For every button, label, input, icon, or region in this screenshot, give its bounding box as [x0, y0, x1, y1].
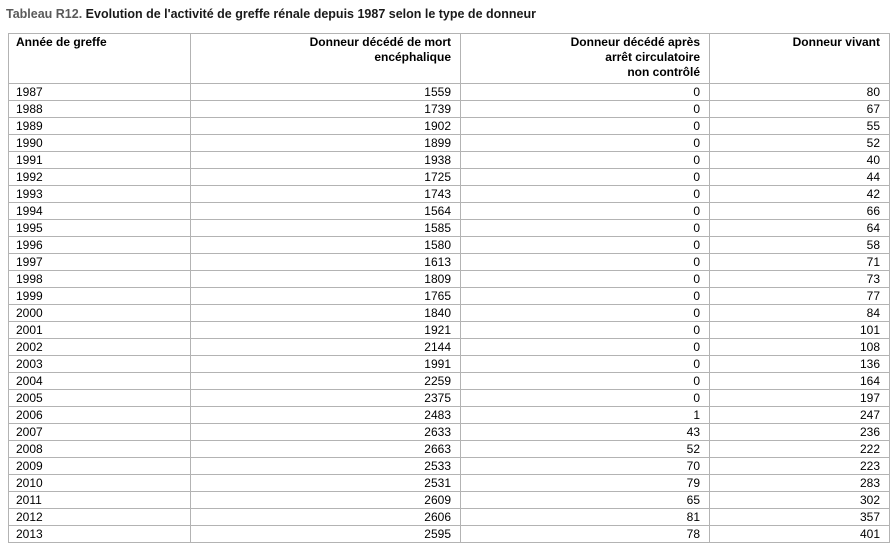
cell-brain-death: 2609 — [191, 492, 461, 509]
cell-year: 2008 — [9, 441, 191, 458]
cell-brain-death: 1559 — [191, 84, 461, 101]
cell-living: 101 — [710, 322, 890, 339]
table-row — [9, 322, 890, 339]
header-brain-death-donor: Donneur décédé de mort encéphalique — [191, 34, 461, 84]
table-row — [9, 509, 890, 526]
header-living-donor: Donneur vivant — [710, 34, 890, 84]
cell-circulatory-arrest: 0 — [461, 305, 710, 322]
cell-living: 197 — [710, 390, 890, 407]
cell-circulatory-arrest: 0 — [461, 186, 710, 203]
table-row — [9, 475, 890, 492]
cell-circulatory-arrest: 0 — [461, 271, 710, 288]
cell-brain-death: 2144 — [191, 339, 461, 356]
cell-circulatory-arrest: 0 — [461, 339, 710, 356]
cell-circulatory-arrest: 0 — [461, 254, 710, 271]
cell-year: 2010 — [9, 475, 191, 492]
cell-living: 80 — [710, 84, 890, 101]
cell-brain-death: 1739 — [191, 101, 461, 118]
cell-brain-death: 1613 — [191, 254, 461, 271]
table-row — [9, 152, 890, 169]
cell-year: 1987 — [9, 84, 191, 101]
cell-year: 1992 — [9, 169, 191, 186]
table-row — [9, 407, 890, 424]
cell-year: 2004 — [9, 373, 191, 390]
cell-circulatory-arrest: 0 — [461, 169, 710, 186]
table-row — [9, 84, 890, 101]
cell-brain-death: 1899 — [191, 135, 461, 152]
cell-year: 2012 — [9, 509, 191, 526]
header-circulatory-arrest-donor: Donneur décédé après arrêt circulatoire non contrôlé — [461, 34, 710, 84]
cell-brain-death: 2531 — [191, 475, 461, 492]
table-row — [9, 169, 890, 186]
cell-year: 2000 — [9, 305, 191, 322]
table-row — [9, 441, 890, 458]
cell-brain-death: 2595 — [191, 526, 461, 543]
cell-year: 1993 — [9, 186, 191, 203]
cell-circulatory-arrest: 0 — [461, 152, 710, 169]
table-row — [9, 101, 890, 118]
cell-living: 236 — [710, 424, 890, 441]
cell-year: 1997 — [9, 254, 191, 271]
cell-living: 401 — [710, 526, 890, 543]
cell-circulatory-arrest: 0 — [461, 220, 710, 237]
cell-brain-death: 2663 — [191, 441, 461, 458]
kidney-transplant-table — [8, 33, 890, 543]
cell-brain-death: 1765 — [191, 288, 461, 305]
cell-living: 73 — [710, 271, 890, 288]
table-row — [9, 118, 890, 135]
cell-living: 357 — [710, 509, 890, 526]
table-row — [9, 203, 890, 220]
table-caption — [6, 7, 536, 21]
cell-living: 247 — [710, 407, 890, 424]
table-row — [9, 237, 890, 254]
cell-living: 108 — [710, 339, 890, 356]
cell-year: 1999 — [9, 288, 191, 305]
cell-living: 44 — [710, 169, 890, 186]
header-year: Année de greffe — [9, 34, 191, 84]
cell-brain-death: 2375 — [191, 390, 461, 407]
cell-circulatory-arrest: 0 — [461, 84, 710, 101]
cell-year: 1998 — [9, 271, 191, 288]
cell-living: 71 — [710, 254, 890, 271]
cell-year: 2003 — [9, 356, 191, 373]
table-row — [9, 356, 890, 373]
header-row — [9, 34, 890, 84]
cell-circulatory-arrest: 79 — [461, 475, 710, 492]
cell-year: 2002 — [9, 339, 191, 356]
cell-brain-death: 1580 — [191, 237, 461, 254]
cell-circulatory-arrest: 0 — [461, 135, 710, 152]
caption-label: Tableau R12. — [6, 7, 83, 21]
cell-circulatory-arrest: 0 — [461, 288, 710, 305]
cell-brain-death: 1564 — [191, 203, 461, 220]
cell-circulatory-arrest: 0 — [461, 237, 710, 254]
cell-living: 67 — [710, 101, 890, 118]
cell-brain-death: 1991 — [191, 356, 461, 373]
cell-year: 2001 — [9, 322, 191, 339]
cell-brain-death: 2533 — [191, 458, 461, 475]
table-row — [9, 458, 890, 475]
table-row — [9, 339, 890, 356]
cell-living: 52 — [710, 135, 890, 152]
cell-year: 1995 — [9, 220, 191, 237]
cell-circulatory-arrest: 70 — [461, 458, 710, 475]
cell-circulatory-arrest: 43 — [461, 424, 710, 441]
cell-brain-death: 1938 — [191, 152, 461, 169]
table-row — [9, 135, 890, 152]
cell-brain-death: 1809 — [191, 271, 461, 288]
cell-year: 2009 — [9, 458, 191, 475]
cell-living: 77 — [710, 288, 890, 305]
cell-circulatory-arrest: 0 — [461, 356, 710, 373]
cell-living: 283 — [710, 475, 890, 492]
cell-living: 40 — [710, 152, 890, 169]
table-row — [9, 271, 890, 288]
cell-circulatory-arrest: 52 — [461, 441, 710, 458]
cell-living: 222 — [710, 441, 890, 458]
cell-brain-death: 1585 — [191, 220, 461, 237]
cell-brain-death: 1725 — [191, 169, 461, 186]
table-row — [9, 492, 890, 509]
cell-year: 2006 — [9, 407, 191, 424]
cell-brain-death: 1921 — [191, 322, 461, 339]
table-row — [9, 526, 890, 543]
cell-year: 1988 — [9, 101, 191, 118]
cell-circulatory-arrest: 1 — [461, 407, 710, 424]
cell-year: 1991 — [9, 152, 191, 169]
cell-circulatory-arrest: 0 — [461, 203, 710, 220]
cell-living: 302 — [710, 492, 890, 509]
cell-living: 64 — [710, 220, 890, 237]
cell-year: 1994 — [9, 203, 191, 220]
cell-circulatory-arrest: 0 — [461, 322, 710, 339]
table-row — [9, 305, 890, 322]
cell-year: 2011 — [9, 492, 191, 509]
table-row — [9, 424, 890, 441]
table-row — [9, 220, 890, 237]
cell-living: 164 — [710, 373, 890, 390]
cell-year: 1989 — [9, 118, 191, 135]
cell-brain-death: 2606 — [191, 509, 461, 526]
cell-circulatory-arrest: 0 — [461, 101, 710, 118]
caption-text: Evolution de l'activité de greffe rénale depuis 1987 selon le type de donneur — [85, 7, 536, 21]
cell-living: 66 — [710, 203, 890, 220]
cell-living: 55 — [710, 118, 890, 135]
table-row — [9, 390, 890, 407]
cell-circulatory-arrest: 0 — [461, 373, 710, 390]
table-row — [9, 288, 890, 305]
table-row — [9, 186, 890, 203]
cell-brain-death: 2259 — [191, 373, 461, 390]
cell-circulatory-arrest: 81 — [461, 509, 710, 526]
cell-brain-death: 2633 — [191, 424, 461, 441]
cell-brain-death: 2483 — [191, 407, 461, 424]
cell-brain-death: 1902 — [191, 118, 461, 135]
cell-living: 223 — [710, 458, 890, 475]
table-row — [9, 373, 890, 390]
cell-living: 136 — [710, 356, 890, 373]
cell-year: 1990 — [9, 135, 191, 152]
cell-year: 1996 — [9, 237, 191, 254]
cell-living: 84 — [710, 305, 890, 322]
cell-brain-death: 1840 — [191, 305, 461, 322]
cell-circulatory-arrest: 0 — [461, 390, 710, 407]
cell-circulatory-arrest: 0 — [461, 118, 710, 135]
cell-year: 2005 — [9, 390, 191, 407]
cell-living: 42 — [710, 186, 890, 203]
cell-brain-death: 1743 — [191, 186, 461, 203]
cell-year: 2007 — [9, 424, 191, 441]
cell-year: 2013 — [9, 526, 191, 543]
cell-circulatory-arrest: 65 — [461, 492, 710, 509]
cell-living: 58 — [710, 237, 890, 254]
cell-circulatory-arrest: 78 — [461, 526, 710, 543]
table-row — [9, 254, 890, 271]
